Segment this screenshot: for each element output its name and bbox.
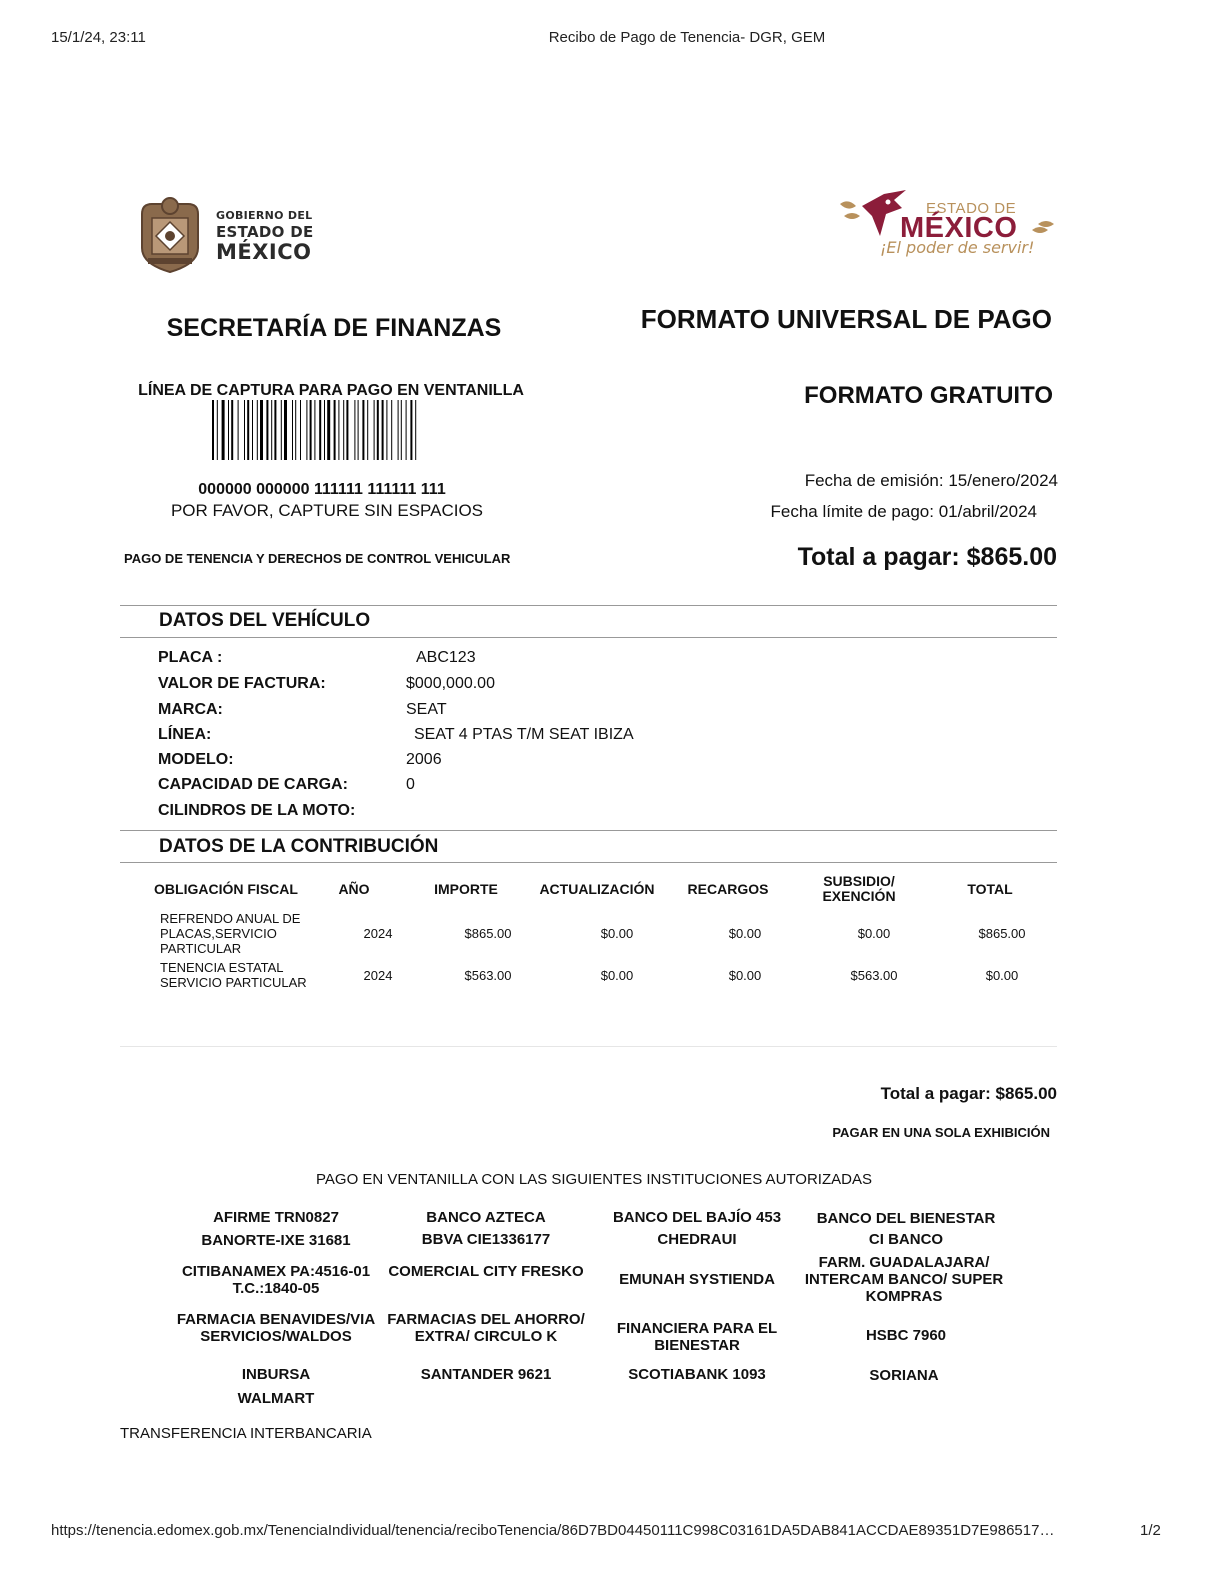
pago-concepto: PAGO DE TENENCIA Y DERECHOS DE CONTROL VEHICULAR <box>124 551 511 566</box>
valor-factura-value: $000,000.00 <box>406 675 495 692</box>
bank-item: FARMACIAS DEL AHORRO/ EXTRA/ CIRCULO K <box>387 1311 585 1345</box>
bank-item: BANCO DEL BIENESTAR <box>816 1210 996 1227</box>
bank-item: CITIBANAMEX PA:4516-01 T.C.:1840-05 <box>181 1263 371 1297</box>
formato-universal-title: FORMATO UNIVERSAL DE PAGO <box>640 304 1052 334</box>
col-recargos: RECARGOS <box>687 881 769 897</box>
col-importe: IMPORTE <box>434 881 498 897</box>
capacidad-carga-value: 0 <box>406 776 415 793</box>
cilindros-label: CILINDROS DE LA MOTO: <box>158 802 356 819</box>
estado-mexico-logo <box>838 186 1058 266</box>
instituciones-title: PAGO EN VENTANILLA CON LAS SIGUIENTES INSTITUCIONES AUTORIZADAS <box>316 1171 872 1188</box>
divider <box>120 862 1057 863</box>
bank-item: SORIANA <box>869 1367 939 1384</box>
cell-importe: $865.00 <box>464 926 512 941</box>
cell-anio: 2024 <box>363 926 393 941</box>
bank-item: EMUNAH SYSTIENDA <box>619 1271 775 1288</box>
cell-subsidio: $0.00 <box>857 926 891 941</box>
bank-item: BANORTE-IXE 31681 <box>201 1232 351 1249</box>
bank-item: CHEDRAUI <box>657 1231 737 1248</box>
cell-recargos: $0.00 <box>728 968 762 983</box>
print-page-number: 1/2 <box>1140 1522 1161 1539</box>
bank-item: COMERCIAL CITY FRESKO <box>388 1263 584 1280</box>
gobierno-logo <box>130 196 330 278</box>
total-a-pagar-header: Total a pagar: $865.00 <box>797 543 1057 571</box>
modelo-value: 2006 <box>406 751 442 768</box>
gobierno-logo-line1: GOBIERNO DEL <box>216 209 313 222</box>
vehiculo-section-title: DATOS DEL VEHÍCULO <box>159 610 371 631</box>
cell-total: $0.00 <box>985 968 1019 983</box>
cell-anio: 2024 <box>363 968 393 983</box>
cell-actualizacion: $0.00 <box>600 968 634 983</box>
estado-logo-slogan: ¡El poder de servir! <box>880 238 1035 257</box>
placa-label: PLACA : <box>158 649 223 666</box>
cell-actualizacion: $0.00 <box>600 926 634 941</box>
print-datetime: 15/1/24, 23:11 <box>51 29 146 46</box>
bank-item: SCOTIABANK 1093 <box>628 1366 766 1383</box>
fecha-emision: Fecha de emisión: 15/enero/2024 <box>804 471 1058 490</box>
print-url: https://tenencia.edomex.gob.mx/TenenciaIndividual/tenencia/reciboTenencia/86D7BD04450111C998C03161DA5DAB841ACCDAE89351D7E986517… <box>51 1522 1055 1539</box>
divider <box>120 830 1057 831</box>
cell-obligacion: TENENCIA ESTATAL SERVICIO PARTICULAR <box>160 960 307 990</box>
sola-exhibicion-note: PAGAR EN UNA SOLA EXHIBICIÓN <box>832 1125 1050 1140</box>
bank-item: BBVA CIE1336177 <box>421 1231 551 1248</box>
col-anio: AÑO <box>338 881 370 897</box>
contribucion-section-title: DATOS DE LA CONTRIBUCIÓN <box>159 836 439 857</box>
cell-subsidio: $563.00 <box>850 968 898 983</box>
bank-item: INBURSA <box>241 1366 311 1383</box>
valor-factura-label: VALOR DE FACTURA: <box>158 675 326 692</box>
captura-number: 000000 000000 111111 111111 111 <box>198 481 446 498</box>
col-subsidio: SUBSIDIO/ EXENCIÓN <box>822 873 896 904</box>
estado-logo-line1: ESTADO DE <box>926 200 1017 217</box>
gobierno-logo-line2: ESTADO DE <box>216 223 314 241</box>
col-total: TOTAL <box>967 881 1013 897</box>
barcode-icon <box>212 400 474 460</box>
estado-logo-line2: MÉXICO <box>900 212 1018 244</box>
bank-item: FARM. GUADALAJARA/ INTERCAM BANCO/ SUPER KOMPRAS <box>804 1254 1004 1305</box>
linea-label: LÍNEA: <box>158 726 212 743</box>
total-a-pagar-footer: Total a pagar: $865.00 <box>880 1084 1057 1103</box>
marca-label: MARCA: <box>158 701 223 718</box>
bank-item: SANTANDER 9621 <box>420 1366 552 1383</box>
cell-obligacion: REFRENDO ANUAL DE PLACAS,SERVICIO PARTICULAR <box>160 911 301 956</box>
bank-item: CI BANCO <box>868 1231 944 1248</box>
captura-hint: POR FAVOR, CAPTURE SIN ESPACIOS <box>170 501 484 520</box>
marca-value: SEAT <box>406 701 447 718</box>
modelo-label: MODELO: <box>158 751 234 768</box>
col-actualizacion: ACTUALIZACIÓN <box>539 881 655 897</box>
cell-importe: $563.00 <box>464 968 512 983</box>
bank-item: AFIRME TRN0827 <box>213 1209 339 1226</box>
linea-captura-title: LÍNEA DE CAPTURA PARA PAGO EN VENTANILLA <box>138 382 524 399</box>
gobierno-logo-line3: MÉXICO <box>216 240 312 264</box>
fecha-limite: Fecha límite de pago: 01/abril/2024 <box>770 502 1037 521</box>
bank-item: WALMART <box>237 1390 315 1407</box>
bank-item: FINANCIERA PARA EL BIENESTAR <box>616 1320 778 1354</box>
bank-item: HSBC 7960 <box>865 1327 947 1344</box>
formato-gratuito-title: FORMATO GRATUITO <box>804 382 1053 409</box>
bank-item: BANCO DEL BAJÍO 453 <box>612 1209 782 1226</box>
divider <box>120 1046 1057 1047</box>
divider <box>120 637 1057 638</box>
placa-value: ABC123 <box>416 649 476 666</box>
coat-of-arms-icon <box>130 196 210 276</box>
bank-item: BANCO AZTECA <box>426 1209 546 1226</box>
linea-value: SEAT 4 PTAS T/M SEAT IBIZA <box>414 726 634 743</box>
bank-item: FARMACIA BENAVIDES/VIA SERVICIOS/WALDOS <box>176 1311 376 1345</box>
transferencia-label: TRANSFERENCIA INTERBANCARIA <box>120 1425 372 1442</box>
cell-total: $865.00 <box>978 926 1026 941</box>
cell-recargos: $0.00 <box>728 926 762 941</box>
print-page-title: Recibo de Pago de Tenencia- DGR, GEM <box>548 29 826 46</box>
col-obligacion: OBLIGACIÓN FISCAL <box>154 881 298 897</box>
capacidad-carga-label: CAPACIDAD DE CARGA: <box>158 776 348 793</box>
divider <box>120 605 1057 606</box>
secretaria-title: SECRETARÍA DE FINANZAS <box>166 314 502 342</box>
